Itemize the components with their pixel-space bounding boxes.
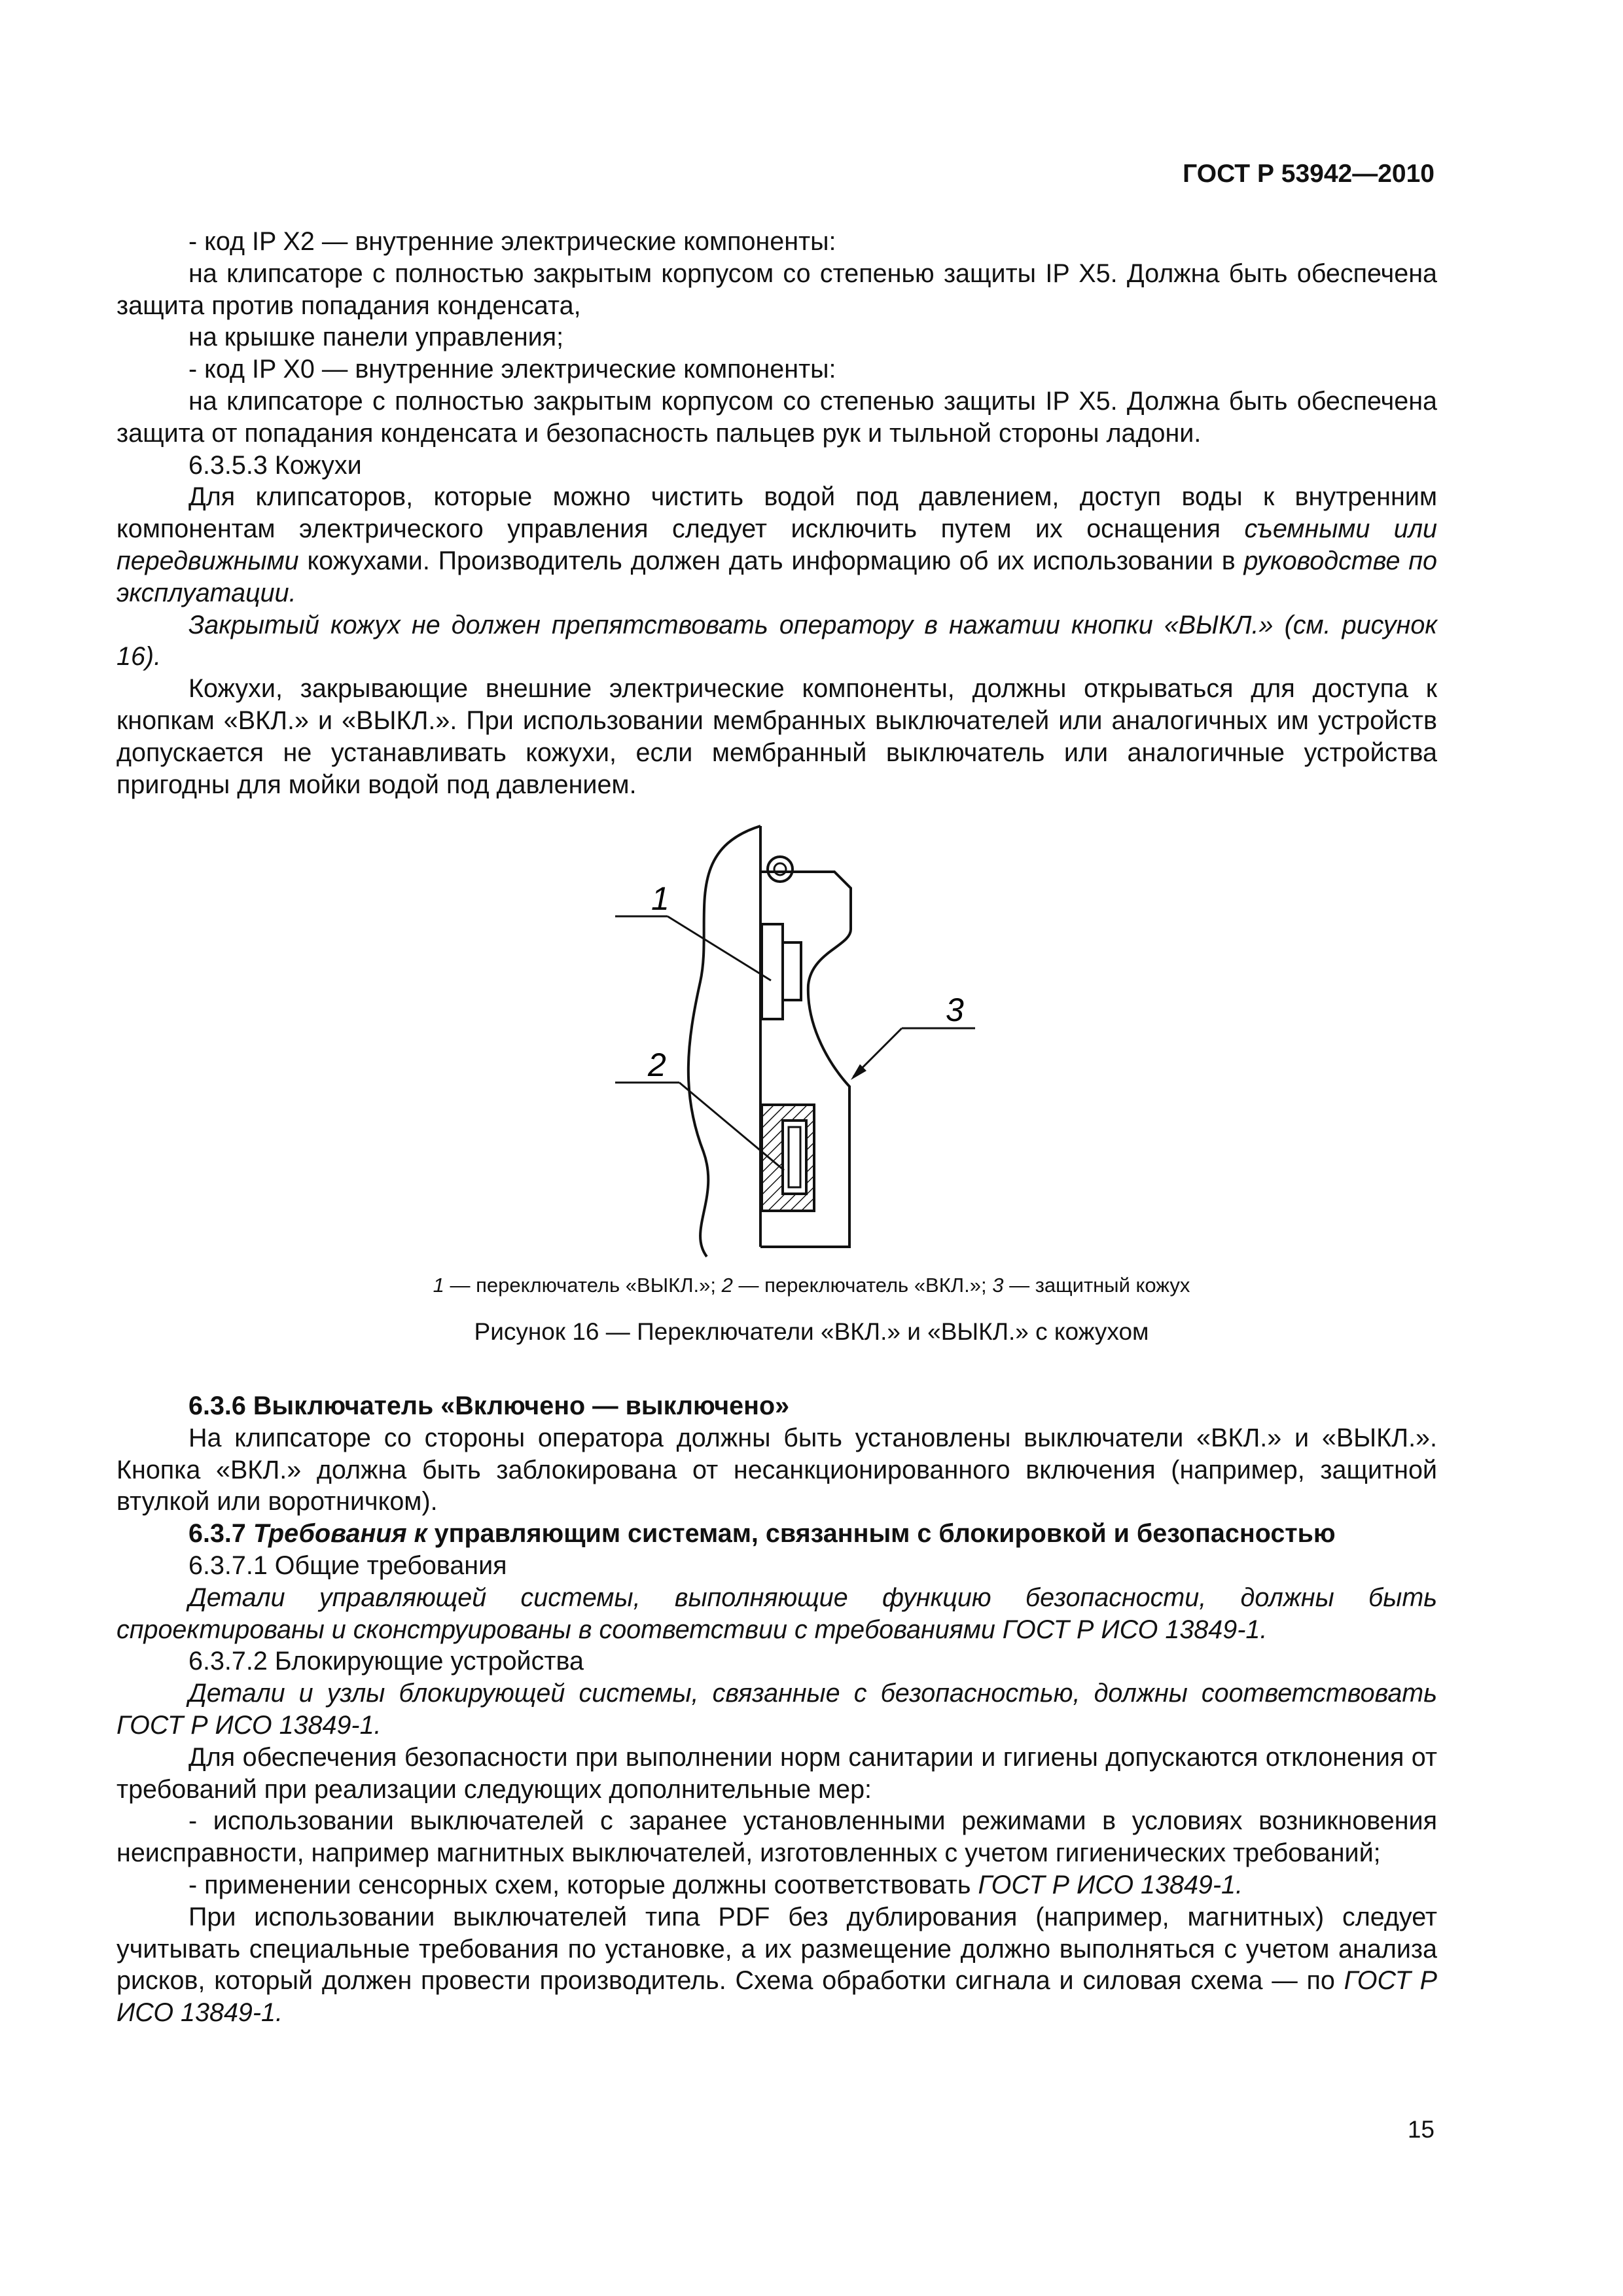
text-run: Кожухи, закрывающие внешние электрические компоненты, должны открываться для доступа к кнопкам «ВКЛ.» и «ВЫКЛ.». При использовании мембранных выключателей или аналогичных им устройств допускается не устанавливать кожухи, если мембранный выключатель или аналогичные устройства пригодны для мойки водой под давлением. bbox=[116, 674, 1437, 799]
paragraph bbox=[116, 321, 1437, 353]
legend-text: — переключатель «ВКЛ.»; bbox=[732, 1274, 993, 1297]
paragraph bbox=[116, 1390, 1437, 1422]
text-run: на клипсаторе с полностью закрытым корпусом со степенью защиты IP X5. Должна быть обеспечена защита против попадания конденсата, bbox=[116, 259, 1437, 320]
paragraph bbox=[116, 1869, 1437, 1901]
text-run: - использовании выключателей с заранее установленными режимами в условиях возникновения неисправности, например магнитных выключателей, изготовленных с учетом гигиенических требований; bbox=[116, 1806, 1437, 1868]
paragraph bbox=[116, 1422, 1437, 1518]
text-run: Требования к bbox=[253, 1519, 427, 1549]
text-run: Закрытый кожух не должен препятствовать оператору в нажатии кнопки «ВЫКЛ.» (см. рисунок 16). bbox=[116, 610, 1437, 672]
paragraph bbox=[116, 226, 1437, 258]
body-text-bottom bbox=[116, 1390, 1437, 2029]
text-run: 6.3.6 Выключатель «Включено — выключено» bbox=[188, 1391, 790, 1420]
paragraph bbox=[116, 450, 1437, 482]
text-run: управляющим системам, связанным с блокировкой и безопасностью bbox=[427, 1519, 1336, 1549]
text-run: На клипсаторе со стороны оператора должны быть установлены выключатели «ВКЛ.» и «ВЫКЛ.». Кнопка «ВКЛ.» должна быть заблокирована от несанкционированного включения (например, защитной втулкой или воротничком). bbox=[116, 1423, 1437, 1516]
text-run: ГОСТ Р ИСО 13849-1. bbox=[116, 1966, 1437, 2028]
hinge-ring-inner bbox=[774, 863, 786, 875]
text-run: - применении сенсорных схем, которые должны соответствовать bbox=[188, 1870, 978, 1899]
break-line bbox=[688, 826, 760, 1257]
paragraph bbox=[116, 1518, 1437, 1550]
paragraph bbox=[116, 1677, 1437, 1742]
text-run: При использовании выключателей типа PDF без дублирования (например, магнитных) следует учитывать специальные требования по установке, а их размещение должно выполняться с учетом анализа рисков, который должен провести производитель. Схема обработки сигнала и силовая схема — по bbox=[116, 1902, 1437, 1996]
paragraph bbox=[116, 1805, 1437, 1869]
text-run: 6.3.5.3 Кожухи bbox=[188, 450, 362, 480]
figure-legend bbox=[0, 1274, 1623, 1297]
text-run: съемными или передвижными bbox=[116, 514, 1437, 575]
text-run: 6.3.7 bbox=[188, 1519, 253, 1549]
off-switch-base bbox=[762, 924, 783, 1019]
text-run: на крышке панели управления; bbox=[188, 323, 564, 352]
paragraph bbox=[116, 1550, 1437, 1582]
page-number: 15 bbox=[1407, 2116, 1435, 2143]
paragraph bbox=[116, 353, 1437, 386]
figure-16-diagram bbox=[589, 812, 1034, 1270]
text-run: 6.3.7.1 Общие требования bbox=[188, 1551, 507, 1580]
figure-label-3: 3 bbox=[946, 992, 964, 1028]
figure-label-2: 2 bbox=[648, 1047, 666, 1083]
figure-caption: Рисунок 16 — Переключатели «ВКЛ.» и «ВЫКЛ.» с кожухом bbox=[474, 1318, 1149, 1345]
text-run: на клипсаторе с полностью закрытым корпусом со степенью защиты IP X5. Должна быть обеспечена защита от попадания конденсата и безопасность пальцев рук и тыльной стороны ладони. bbox=[116, 386, 1437, 448]
text-run: ГОСТ Р ИСО 13849-1. bbox=[978, 1870, 1243, 1899]
legend-number: 3 bbox=[992, 1274, 1004, 1297]
text-run: Для клипсаторов, которые можно чистить водой под давлением, доступ воды к внутренним компонентам электрического управления следует исключить путем их оснащения bbox=[116, 482, 1437, 544]
off-switch-button bbox=[783, 942, 801, 1000]
text-run: Для обеспечения безопасности при выполнении норм санитарии и гигиены допускаются отклонения от требований при реализации следующих дополнительные мер: bbox=[116, 1742, 1437, 1804]
text-run: 6.3.7.2 Блокирующие устройства bbox=[188, 1647, 584, 1676]
legend-number: 1 bbox=[433, 1274, 444, 1297]
paragraph bbox=[116, 673, 1437, 800]
text-run: кожухами. Производитель должен дать информацию об их использовании в bbox=[298, 546, 1244, 575]
body-text-top bbox=[116, 226, 1437, 800]
paragraph bbox=[116, 1742, 1437, 1806]
paragraph bbox=[116, 258, 1437, 322]
legend-text: — переключатель «ВЫКЛ.»; bbox=[444, 1274, 722, 1297]
figure-label-1: 1 bbox=[651, 880, 669, 917]
paragraph bbox=[116, 1901, 1437, 2029]
document-code: ГОСТ Р 53942—2010 bbox=[1183, 160, 1435, 188]
legend-text: — защитный кожух bbox=[1003, 1274, 1190, 1297]
hinge-ring bbox=[768, 857, 793, 882]
paragraph bbox=[116, 481, 1437, 609]
paragraph bbox=[116, 386, 1437, 450]
text-run: Детали управляющей системы, выполняющие функцию безопасности, должны быть спроектированы и сконструированы в соответствии с требованиями ГОСТ Р ИСО 13849-1. bbox=[116, 1583, 1437, 1644]
text-run: руководстве по эксплуатации. bbox=[116, 546, 1437, 607]
on-switch-button bbox=[783, 1121, 806, 1194]
text-run: - код IP X0 — внутренние электрические компоненты: bbox=[188, 355, 836, 384]
text-run: Детали и узлы блокирующей системы, связанные с безопасностью, должны соответствовать ГОСТ Р ИСО 13849-1. bbox=[116, 1679, 1437, 1740]
paragraph bbox=[116, 1645, 1437, 1677]
paragraph bbox=[116, 1582, 1437, 1646]
text-run: - код IP X2 — внутренние электрические компоненты: bbox=[188, 227, 836, 256]
legend-number: 2 bbox=[721, 1274, 733, 1297]
paragraph bbox=[116, 609, 1437, 673]
